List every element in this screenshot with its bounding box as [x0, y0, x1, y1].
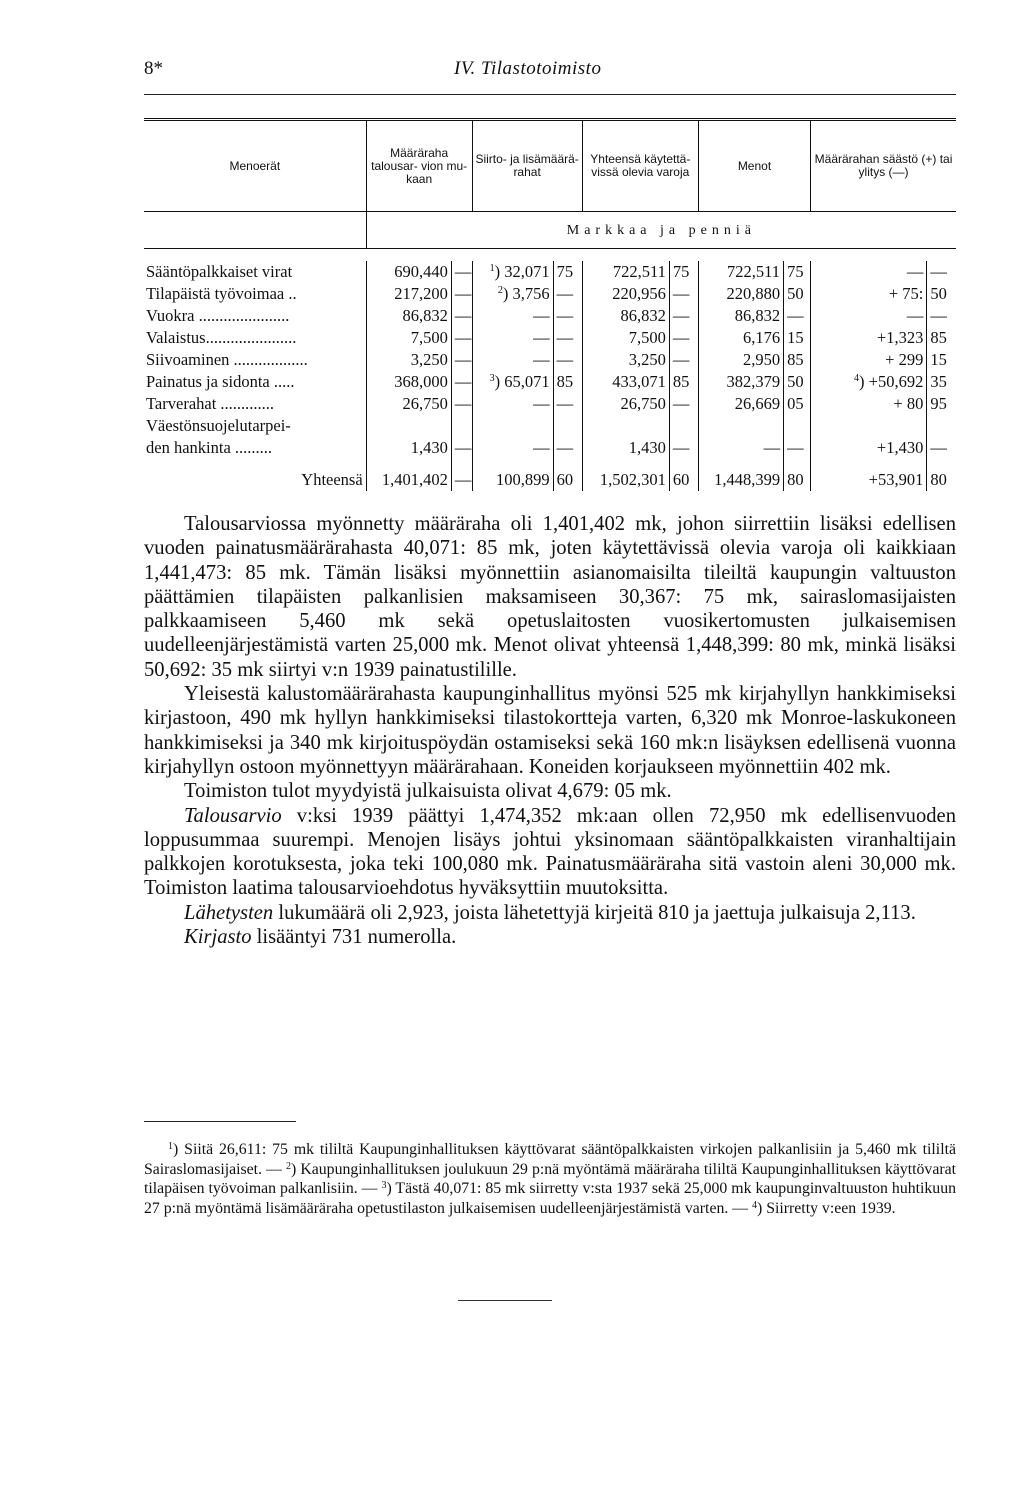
cell-siirto: —	[472, 393, 553, 415]
emphasis: Lähetysten	[184, 901, 274, 924]
cell-siirto-penni: —	[553, 393, 582, 415]
cell-yhteensa-penni: —	[669, 305, 698, 327]
total-row	[144, 459, 956, 491]
total-label: Yhteensä	[301, 470, 363, 489]
cell-maararaha-penni: —	[451, 261, 472, 283]
running-head	[144, 58, 956, 88]
cell-siirto-penni: —	[553, 305, 582, 327]
total-yhteensa: 1,502,301	[582, 459, 669, 491]
cell-saasto-penni: 85	[927, 327, 956, 349]
cell-maararaha: 26,750	[366, 393, 451, 415]
cell-menot: 382,379	[698, 371, 783, 393]
cell-yhteensa: 433,071	[582, 371, 669, 393]
cell-menot: 86,832	[698, 305, 783, 327]
cell-menot-penni: —	[784, 437, 811, 459]
unit-label: Markkaa ja penniä	[366, 212, 956, 249]
paragraph: Talousarvio v:ksi 1939 päättyi 1,474,352 mk:aan ollen 72,950 mk edellisenvuoden loppusummaa suurempi. Menojen lisäys johtui yksinomaan sääntöpalkkaisten viranhaltijain palkkojen korotuksesta, joka teki 100,080 mk. Painatusmääräraha sitä vastoin aleni 30,000 mk. Toimiston laatima talousarvioehdotus hyväksyttiin muutoksitta.	[144, 804, 956, 900]
footnote-text: ) Siitä 26,611: 75 mk tililtä Kaupunginhallituksen käyttövarat sääntöpalkkaisten virkojen palkanlisiin ja 5,460 mk tililtä Sairaslomasijaiset. —	[144, 1141, 956, 1178]
cell-maararaha-penni	[451, 415, 472, 437]
cell-yhteensa: 220,956	[582, 283, 669, 305]
cell-menot	[698, 415, 783, 437]
cell-maararaha: 368,000	[366, 371, 451, 393]
cell-yhteensa-penni: —	[669, 283, 698, 305]
cell-saasto: —	[811, 305, 927, 327]
col-header-siirto: Siirto- ja lisämäärä- rahat	[472, 120, 582, 212]
cell-yhteensa-penni: 75	[669, 261, 698, 283]
cell-siirto	[472, 415, 553, 437]
running-title: IV. Tilastotoimisto	[454, 58, 602, 79]
total-saasto-penni: 80	[927, 459, 956, 491]
emphasis: Talousarvio	[184, 804, 282, 827]
cell-yhteensa: 722,511	[582, 261, 669, 283]
cell-menot-penni: 85	[784, 349, 811, 371]
cell-siirto: —	[472, 437, 553, 459]
total-yhteensa-penni: 60	[669, 459, 698, 491]
cell-saasto	[811, 415, 927, 437]
cell-siirto: —	[472, 305, 553, 327]
footnote-text: ) Tästä 40,071: 85 mk siirretty v:sta 1937 sekä 25,000 mk kaupunginvaltuuston huhtikuun 27 p:nä myöntämä lisämääräraha opetustilaston julkaisemisen uudelleenjärjestämistä varten. —	[144, 1180, 956, 1217]
cell-maararaha: 7,500	[366, 327, 451, 349]
cell-siirto: —	[472, 349, 553, 371]
cell-saasto-penni: 95	[927, 393, 956, 415]
row-label: Painatus ja sidonta .....	[146, 372, 295, 391]
cell-saasto-penni: 35	[927, 371, 956, 393]
cell-siirto-penni: —	[553, 283, 582, 305]
budget-table	[144, 118, 956, 491]
cell-siirto: $^2$) 3,756	[472, 283, 553, 305]
col-header-menoerat: Menoerät	[144, 120, 366, 212]
cell-saasto: + 80	[811, 393, 927, 415]
cell-yhteensa-penni: —	[669, 349, 698, 371]
cell-menot: 220,880	[698, 283, 783, 305]
cell-siirto-penni: 75	[553, 261, 582, 283]
footnote-marker: 4	[752, 1199, 757, 1211]
table-row	[144, 393, 956, 415]
cell-maararaha-penni: —	[451, 327, 472, 349]
row-label: Tilapäistä työvoimaa ..	[146, 284, 297, 303]
cell-menot: 722,511	[698, 261, 783, 283]
cell-saasto-penni: 15	[927, 349, 956, 371]
col-header-saasto: Määrärahan säästö (+) tai ylitys (—)	[811, 120, 956, 212]
cell-yhteensa-penni	[669, 415, 698, 437]
total-menot: 1,448,399	[698, 459, 783, 491]
row-label: Tarverahat .............	[146, 394, 275, 413]
cell-menot-penni: 15	[784, 327, 811, 349]
cell-siirto-penni: —	[553, 349, 582, 371]
col-header-maararaha: Määräraha talousar- vion mu- kaan	[366, 120, 472, 212]
cell-saasto: —	[811, 261, 927, 283]
col-header-yhteensa: Yhteensä käytettä- vissä olevia varoja	[582, 120, 698, 212]
header-rule	[144, 94, 956, 95]
table-row	[144, 437, 956, 459]
cell-menot: 26,669	[698, 393, 783, 415]
table-header-row	[144, 120, 956, 212]
table-row	[144, 327, 956, 349]
table-row	[144, 283, 956, 305]
cell-maararaha: 86,832	[366, 305, 451, 327]
cell-yhteensa: 3,250	[582, 349, 669, 371]
cell-maararaha: 690,440	[366, 261, 451, 283]
cell-maararaha-penni: —	[451, 349, 472, 371]
footnote-ref: 2	[497, 285, 503, 296]
cell-saasto-penni: —	[927, 305, 956, 327]
total-maararaha: 1,401,402	[366, 459, 451, 491]
cell-menot-penni: —	[784, 305, 811, 327]
cell-siirto: —	[472, 327, 553, 349]
cell-saasto: + 75:	[811, 283, 927, 305]
col-header-menot: Menot	[698, 120, 810, 212]
cell-saasto: + 299	[811, 349, 927, 371]
cell-yhteensa: 1,430	[582, 437, 669, 459]
footnote-ref: 1	[489, 263, 495, 274]
paragraph: Kirjasto lisääntyi 731 numerolla.	[184, 926, 457, 949]
table-row	[144, 371, 956, 393]
footnote-text: ) Siirretty v:een 1939.	[757, 1199, 896, 1217]
paragraph: Lähetysten lukumäärä oli 2,923, joista lähetettyjä kirjeitä 810 ja jaettuja julkaisuja 2,113.	[184, 901, 916, 924]
total-siirto: 100,899	[472, 459, 553, 491]
cell-siirto-penni: 85	[553, 371, 582, 393]
cell-maararaha-penni: —	[451, 283, 472, 305]
cell-yhteensa	[582, 415, 669, 437]
footnote-ref: 3	[489, 373, 495, 384]
table-row	[144, 305, 956, 327]
cell-saasto-penni: 50	[927, 283, 956, 305]
row-label: Valaistus......................	[146, 328, 297, 347]
emphasis: Kirjasto	[184, 926, 252, 949]
total-saasto: +53,901	[811, 459, 927, 491]
cell-yhteensa: 26,750	[582, 393, 669, 415]
paragraph: Talousarviossa myönnetty määräraha oli 1,401,402 mk, johon siirrettiin lisäksi edellisen vuoden painatusmäärärahasta 40,071: 85 mk, joten käytettävissä olevia varoja oli kaikkiaan 1,441,473: 85 mk. Tämän lisäksi myönnettiin asianomaisilta tileiltä kaupungin valtuuston päättämien tilapäisten palkanlisien maksamiseen 30,367: 75 mk, sairaslomasijaisten palkkaamiseen 5,460 mk sekä opetuslaitosten vuosikertomusten julkaisemisen uudelleenjärjestämistä varten 25,000 mk. Menot olivat yhteensä 1,448,399: 80 mk, minkä lisäksi 50,692: 35 mk siirtyi v:n 1939 painatustilille.	[144, 513, 956, 681]
table-body	[144, 261, 956, 459]
table-row	[144, 415, 956, 437]
cell-maararaha	[366, 415, 451, 437]
unit-row	[144, 212, 956, 249]
total-maararaha-penni: —	[451, 459, 472, 491]
cell-maararaha: 217,200	[366, 283, 451, 305]
paragraph: Toimiston tulot myydyistä julkaisuista olivat 4,679: 05 mk.	[184, 780, 672, 803]
row-label: Sääntöpalkkaiset virat	[146, 262, 293, 281]
cell-maararaha: 1,430	[366, 437, 451, 459]
table-row	[144, 349, 956, 371]
cell-yhteensa: 7,500	[582, 327, 669, 349]
cell-saasto-penni: —	[927, 261, 956, 283]
cell-saasto: +1,430	[811, 437, 927, 459]
row-label: Siivoaminen ..................	[146, 350, 308, 369]
footnote-ref: 4	[854, 373, 860, 384]
cell-siirto: $^3$) 65,071	[472, 371, 553, 393]
cell-menot-penni: 05	[784, 393, 811, 415]
cell-yhteensa-penni: —	[669, 437, 698, 459]
cell-maararaha-penni: —	[451, 437, 472, 459]
footnote-marker: 3	[381, 1180, 387, 1192]
cell-menot: —	[698, 437, 783, 459]
cell-yhteensa: 86,832	[582, 305, 669, 327]
table-row	[144, 261, 956, 283]
cell-siirto: $^1$) 32,071	[472, 261, 553, 283]
row-label: Väestönsuojelutarpei-	[146, 416, 291, 435]
cell-maararaha-penni: —	[451, 393, 472, 415]
body-text	[144, 512, 956, 949]
total-siirto-penni: 60	[553, 459, 582, 491]
cell-menot: 6,176	[698, 327, 783, 349]
cell-maararaha-penni: —	[451, 371, 472, 393]
cell-menot-penni: 50	[784, 283, 811, 305]
footnotes	[144, 1140, 956, 1218]
cell-saasto: +1,323	[811, 327, 927, 349]
cell-siirto-penni: —	[553, 437, 582, 459]
footnote-marker: 2	[286, 1160, 291, 1172]
page-number: 8*	[144, 58, 163, 79]
footnote-rule	[144, 1121, 296, 1122]
total-menot-penni: 80	[784, 459, 811, 491]
cell-saasto-penni: —	[927, 437, 956, 459]
cell-siirto-penni: —	[553, 327, 582, 349]
cell-maararaha: 3,250	[366, 349, 451, 371]
row-label: den hankinta .........	[146, 438, 273, 457]
cell-menot-penni	[784, 415, 811, 437]
cell-maararaha-penni: —	[451, 305, 472, 327]
cell-saasto-penni	[927, 415, 956, 437]
bottom-rule	[458, 1300, 552, 1301]
footnote-marker: 1	[168, 1141, 173, 1152]
row-label: Vuokra ......................	[146, 306, 290, 325]
cell-yhteensa-penni: 85	[669, 371, 698, 393]
cell-siirto-penni	[553, 415, 582, 437]
footnote-text: ) Kaupunginhallituksen joulukuun 29 p:nä myöntämä määräraha tililtä Kaupunginhallituksen käyttövarat tilapäisen työvoiman palkanlisiin. —	[144, 1160, 956, 1198]
cell-menot-penni: 75	[784, 261, 811, 283]
cell-yhteensa-penni: —	[669, 327, 698, 349]
cell-menot: 2,950	[698, 349, 783, 371]
cell-saasto: $^4$) +50,692	[811, 371, 927, 393]
cell-yhteensa-penni: —	[669, 393, 698, 415]
paragraph: Yleisestä kalustomäärärahasta kaupunginhallitus myönsi 525 mk kirjahyllyn hankkimiseksi kirjastoon, 490 mk hyllyn hankkimiseksi tilastokortteja varten, 6,320 mk Monroe-laskukoneen hankkimiseksi ja 340 mk kirjoituspöydän ostamiseksi sekä 160 mk:n lisäyksen edellisenä vuonna kirjahyllyn ostoon myönnettyyn määrärahaan. Koneiden korjaukseen myönnettiin 402 mk.	[144, 683, 956, 778]
cell-menot-penni: 50	[784, 371, 811, 393]
